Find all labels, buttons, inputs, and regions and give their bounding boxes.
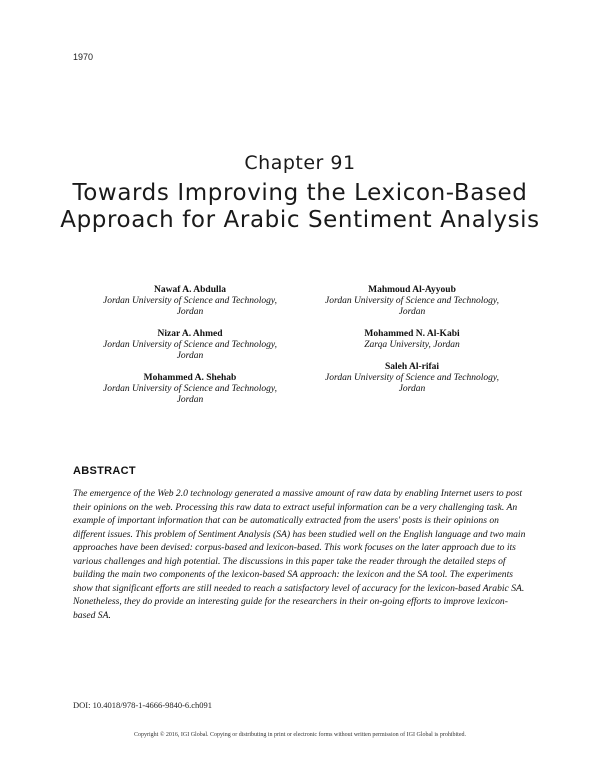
author-name: Mohammed A. Shehab [143, 373, 237, 383]
paper-title: Towards Improving the Lexicon-Based Approach for Arabic Sentiment Analysis [60, 180, 540, 233]
author-name: Saleh Al-rifai [384, 362, 440, 372]
author-column-right [292, 284, 532, 405]
author-affiliation: Jordan University of Science and Technology, Jordan [325, 296, 499, 317]
author-entry [70, 328, 310, 362]
abstract-body: The emergence of the Web 2.0 technology generated a massive amount of raw data by enabling Internet users to post their opinions on the web. Processing this raw data to extract useful information can be a very challenging task. An example of important information that can be automatically extracted from the users' posts is their opinions on different issues. This problem of Sentiment Analysis (SA) has been studied well on the English language and two main approaches have been devised: corpus-based and lexicon-based. This work focuses on the later approach due to its various challenges and high potential. The discussions in this paper take the reader through the detailed steps of building the main two components of the lexicon-based SA approach: the lexicon and the SA tool. The experiments show that significant efforts are still needed to reach a satisfactory level of accuracy for the lexicon-based Arabic SA. Nonetheless, they do provide an interesting guide for the researchers in their on-going efforts to improve lexicon-based SA. [73, 488, 526, 621]
abstract-heading: ABSTRACT [73, 465, 136, 477]
copyright-notice: Copyright © 2016, IGI Global. Copying or distributing in print or electronic forms without written permission of IGI Global is prohibited. [133, 732, 466, 738]
author-entry [70, 372, 310, 406]
author-entry [292, 284, 532, 318]
author-name: Mohammed N. Al-Kabi [364, 329, 460, 339]
chapter-label: Chapter 91 [244, 152, 356, 174]
doi-line: DOI: 10.4018/978-1-4666-9840-6.ch091 [73, 700, 213, 710]
author-name: Nawaf A. Abdulla [153, 285, 227, 295]
author-affiliation: Jordan University of Science and Technology, Jordan [103, 296, 277, 317]
author-name: Mahmoud Al-Ayyoub [368, 285, 456, 295]
author-affiliation: Jordan University of Science and Technology, Jordan [103, 384, 277, 405]
author-affiliation: Zarqa University, Jordan [364, 340, 460, 350]
author-affiliation: Jordan University of Science and Technology, Jordan [325, 373, 499, 394]
author-affiliation: Jordan University of Science and Technology, Jordan [103, 340, 277, 361]
author-entry [292, 328, 532, 351]
author-entry [292, 361, 532, 395]
author-entry [70, 284, 310, 318]
author-name: Nizar A. Ahmed [157, 329, 223, 339]
author-column-left [70, 284, 310, 416]
page-number: 1970 [73, 52, 94, 62]
